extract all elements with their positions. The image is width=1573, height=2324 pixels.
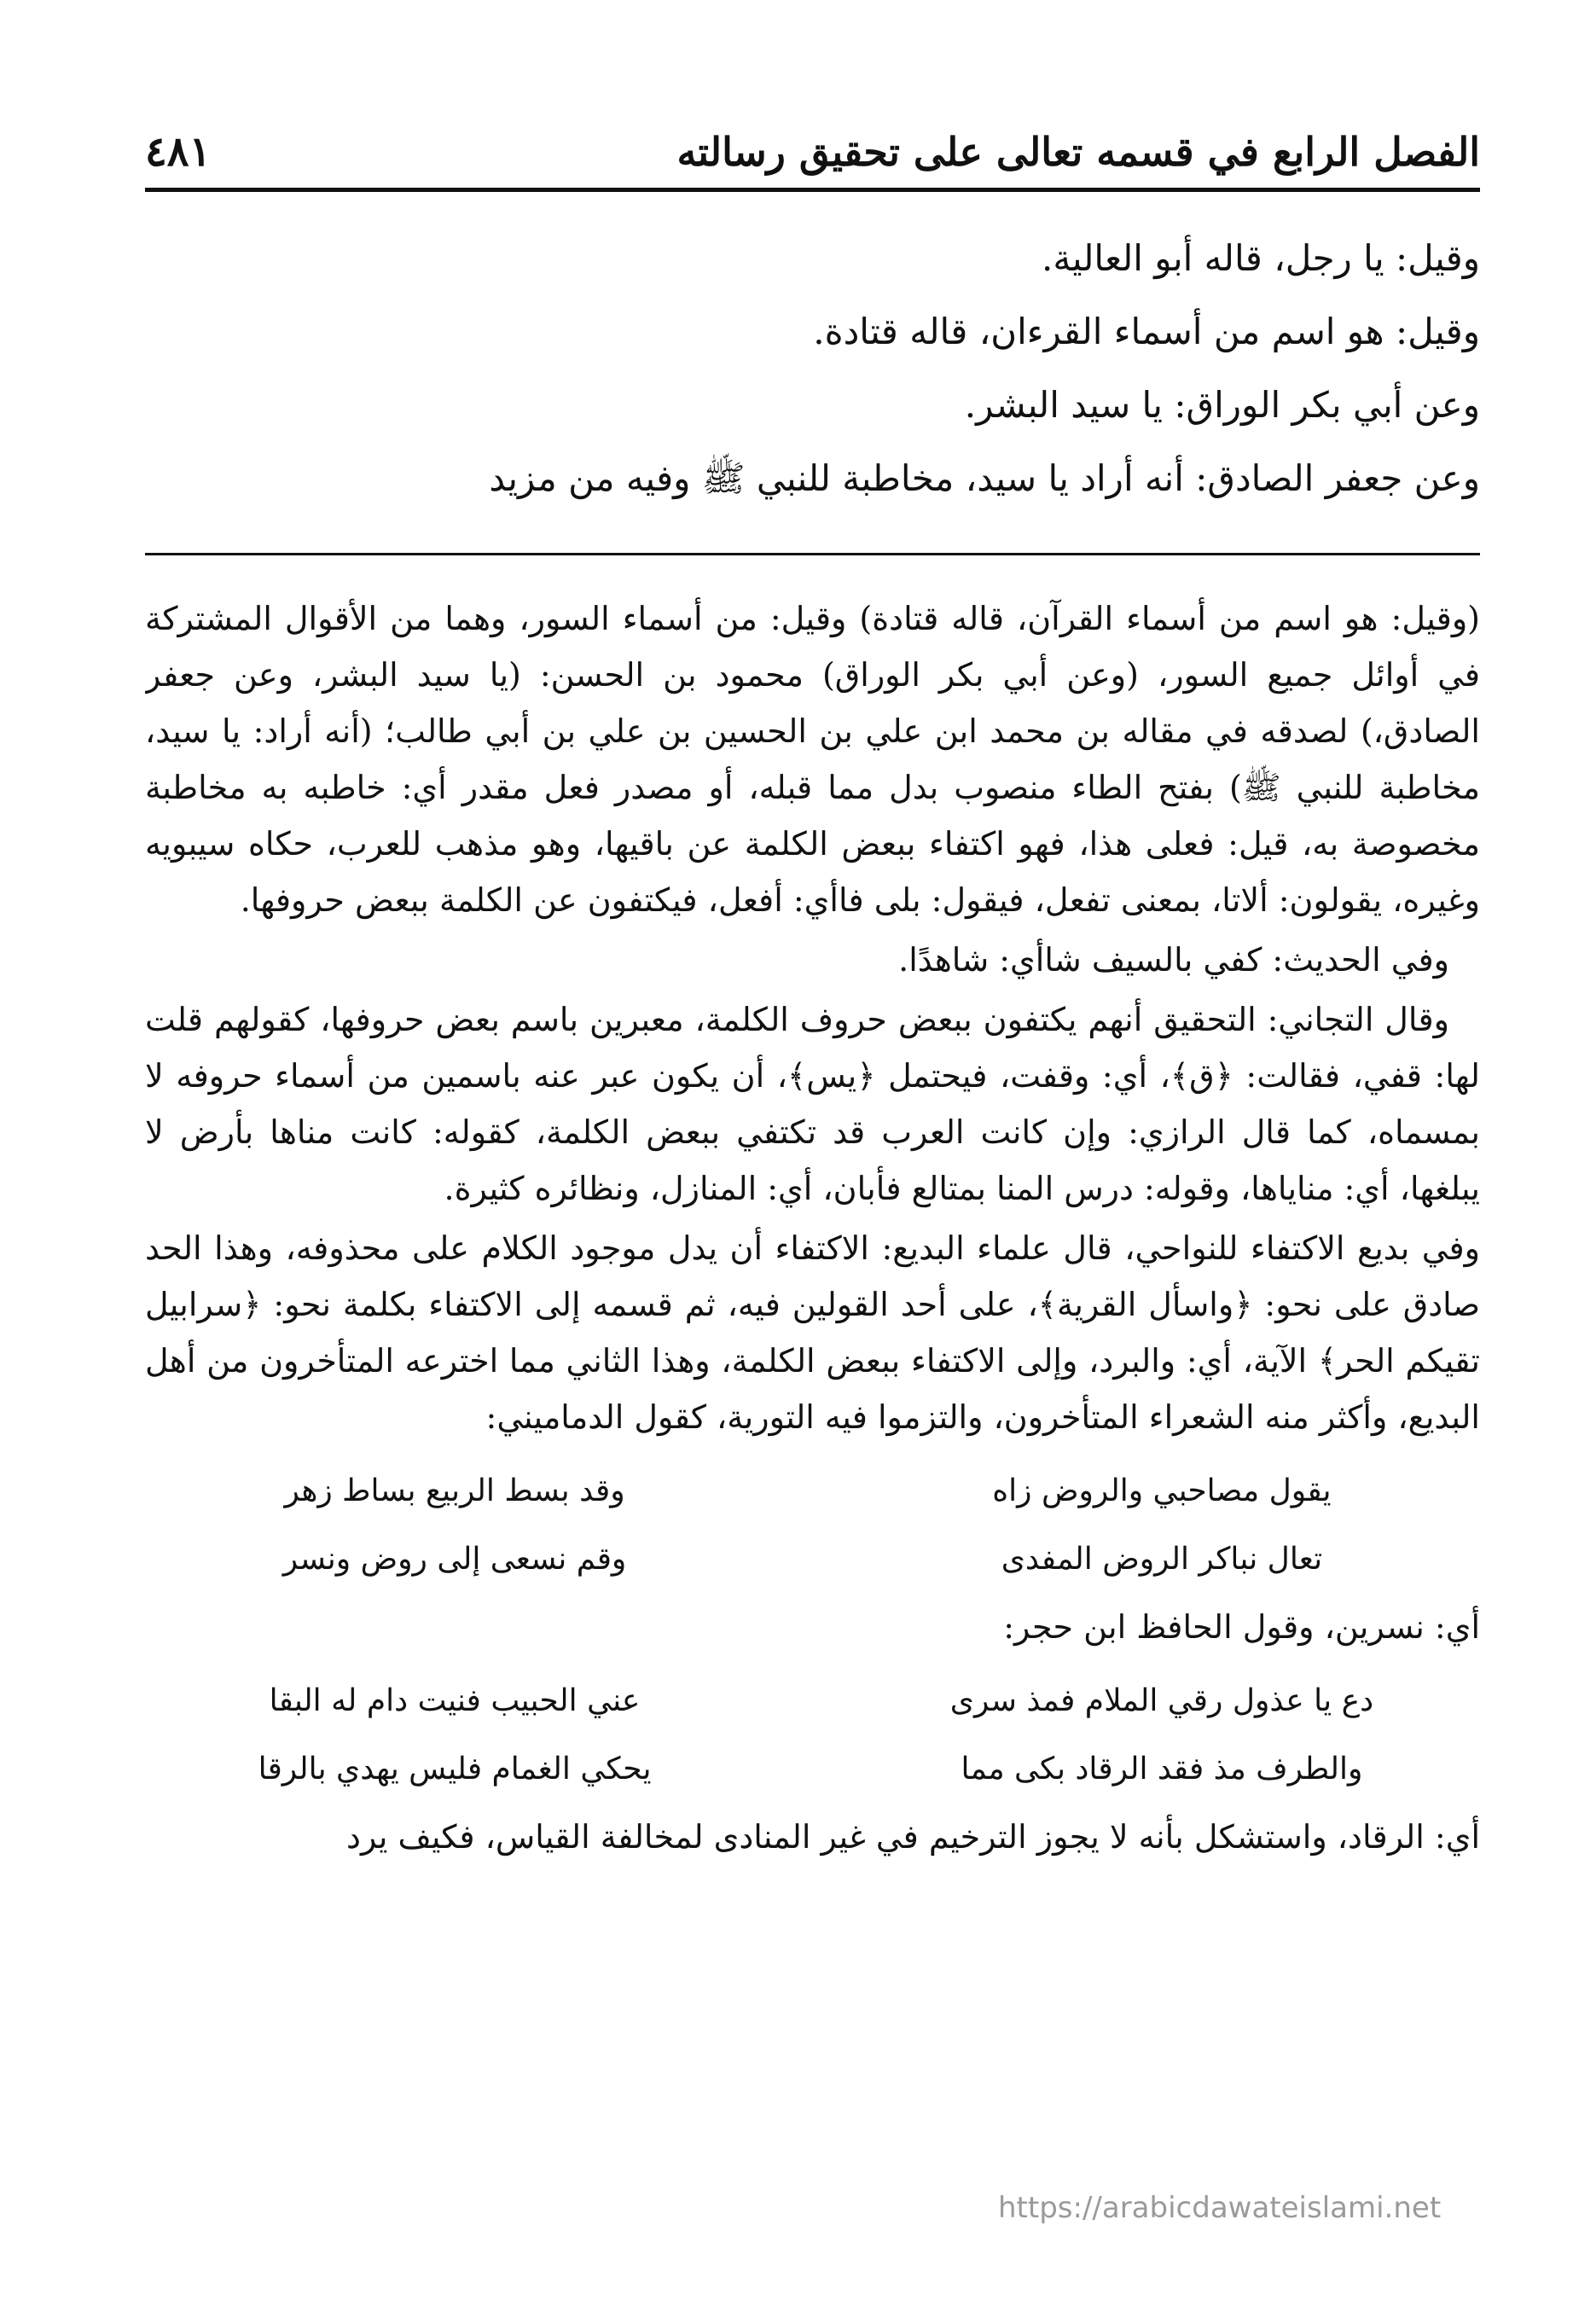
commentary-paragraph: أي: نسرين، وقول الحافظ ابن حجر:: [1003, 1608, 1480, 1646]
commentary-divider: [145, 553, 1480, 555]
poem-dammamini: [145, 1457, 1480, 1594]
first-hemistich: تعال نباكر الروض المفدى: [1001, 1542, 1323, 1577]
poem-verse: [145, 1667, 1480, 1735]
chapter-title: الفصل الرابع في قسمه تعالى على تحقيق رسالته: [676, 129, 1480, 175]
commentary: [145, 590, 1480, 1868]
commentary-paragraph: وفي بديع الاكتفاء للنواحي، قال علماء البديع: الاكتفاء أن يدل موجود الكلام على محذوفه، وهذا الحد صادق على نحو: ﴿واسأل القرية﴾، على أحد القولين فيه، ثم قسمه إلى الاكتفاء بكلمة نحو: ﴿سرابيل تقيكم الحر﴾ الآية، أي: والبرد، وإلى الاكتفاء ببعض الكلمة، وهذا الثاني مما اخترعه المتأخرون من أهل البديع، وأكثر منه الشعراء المتأخرون، والتزموا فيه التورية، كقول الدماميني:: [145, 1229, 1480, 1436]
source-watermark: https://arabicdawateislami.net: [998, 2191, 1442, 2225]
poem-verse: [145, 1735, 1480, 1804]
first-hemistich: يقول مصاحبي والروض زاه: [992, 1473, 1332, 1508]
commentary-paragraph: وفي الحديث: كفي بالسيف شاأي: شاهدًا.: [898, 941, 1449, 979]
second-hemistich: وقد بسط الربيع بساط زهر: [284, 1473, 625, 1508]
first-hemistich: والطرف مذ فقد الرقاد بكى مما: [961, 1752, 1363, 1787]
main-line: وعن جعفر الصادق: أنه أراد يا سيد، مخاطبة للنبي ﷺ وفيه من مزيد: [489, 457, 1480, 499]
header-divider: [145, 188, 1480, 192]
second-hemistich: عني الحبيب فنيت دام له البقا: [269, 1683, 641, 1718]
main-line: وقيل: هو اسم من أسماء القرءان، قاله قتادة.: [813, 311, 1480, 352]
second-hemistich: وقم نسعى إلى روض ونسر: [282, 1542, 627, 1577]
commentary-paragraph: (وقيل: هو اسم من أسماء القرآن، قاله قتادة) وقيل: من أسماء السور، وهما من الأقوال المشتركة في أوائل جميع السور، (وعن أبي بكر الوراق) محمود بن الحسن: (يا سيد البشر، وعن جعفر الصادق،) لصدقه في مقاله بن محمد ابن علي بن الحسين بن علي بن أبي طالب؛ (أنه أراد: يا سيد، مخاطبة للنبي ﷺ) بفتح الطاء منصوب بدل مما قبله، أو مصدر فعل مقدر أي: خاطبه به مخاطبة مخصوصة به، قيل: فعلى هذا، فهو اكتفاء ببعض الكلمة عن باقيها، وهو مذهب للعرب، حكاه سيبويه وغيره، يقولون: ألاتا، بمعنى تفعل، فيقول: بلى فاأي: أفعل، فيكتفون عن الكلمة ببعض حروفها.: [145, 600, 1480, 919]
second-hemistich: يحكي الغمام فليس يهدي بالرقا: [258, 1752, 652, 1787]
poem-verse: [145, 1457, 1480, 1525]
commentary-paragraph: أي: الرقاد، واستشكل بأنه لا يجوز الترخيم في غير المنادى لمخالفة القياس، فكيف يرد: [346, 1818, 1480, 1856]
first-hemistich: دع يا عذول رقي الملام فمذ سرى: [949, 1683, 1374, 1718]
main-line: وعن أبي بكر الوراق: يا سيد البشر.: [964, 384, 1480, 426]
running-header: [145, 121, 1480, 183]
commentary-paragraph: وقال التجاني: التحقيق أنهم يكتفون ببعض حروف الكلمة، معبرين باسم بعض حروفها، كقولهم قلت لها: قفي، فقالت: ﴿ق﴾، أي: وقفت، فيحتمل ﴿يس﴾، أن يكون عبر عنه باسمين من أسماء حروفه لا بمسماه، كما قال الرازي: وإن كانت العرب قد تكتفي ببعض الكلمة، كقوله: كانت مناها بأرض لا يبلغها، أي: مناياها، وقوله: درس المنا بمتالع فأبان، أي: المنازل، ونظائره كثيرة.: [145, 1001, 1480, 1207]
main-text: [145, 222, 1480, 515]
book-page: [145, 102, 1480, 2286]
main-line: وقيل: يا رجل، قاله أبو العالية.: [1042, 237, 1480, 279]
page-number: ٤٨١: [145, 128, 212, 176]
poem-verse: [145, 1525, 1480, 1594]
poem-ibn-hajar: [145, 1667, 1480, 1804]
